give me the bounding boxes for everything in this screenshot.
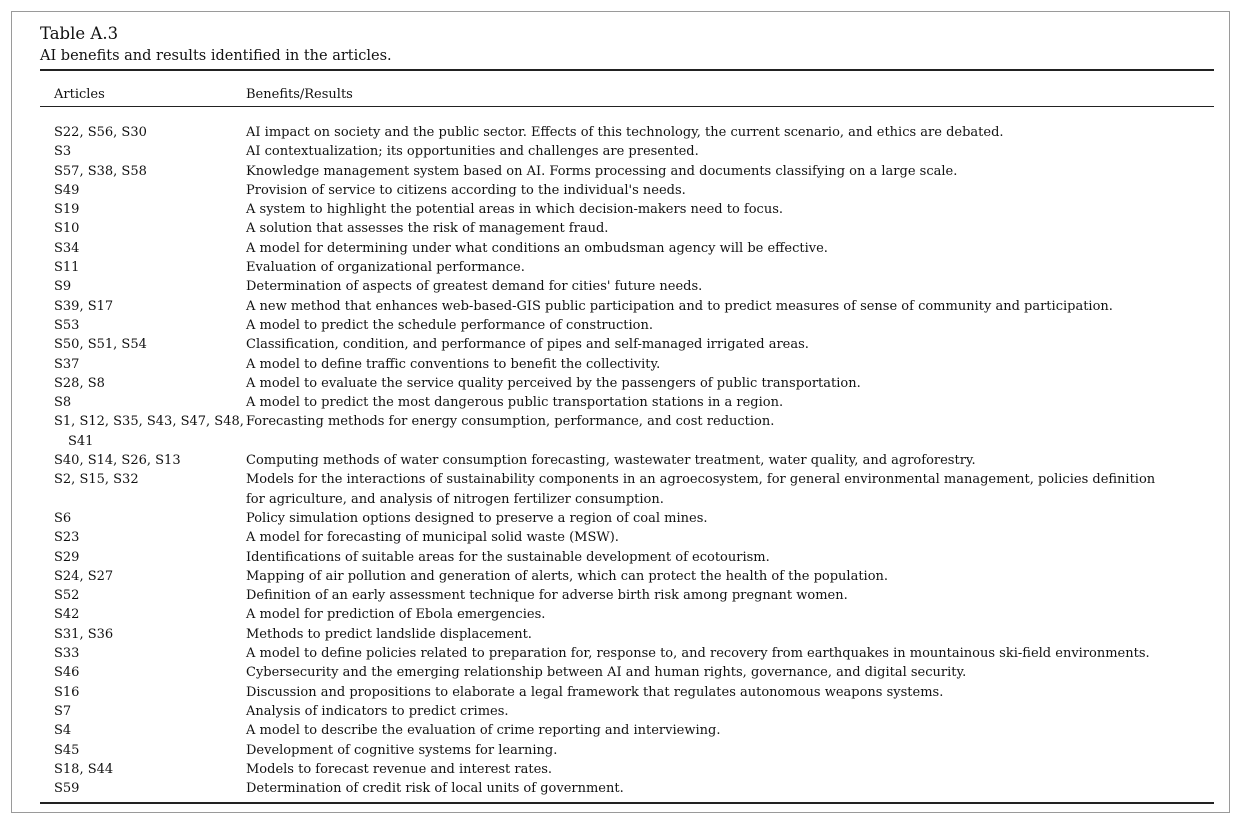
cell-benefits: Methods to predict landslide displacement. <box>246 626 532 642</box>
table-row <box>54 355 1214 374</box>
cell-articles: S28, S8 <box>54 375 105 391</box>
table-row <box>54 702 1214 721</box>
table-header-rule <box>40 106 1214 107</box>
table-row <box>54 528 1214 547</box>
cell-benefits: Models for the interactions of sustainability components in an agroecosystem, for general environmental management, policies definition for agriculture, and analysis of nitrogen fertilizer consumption. <box>246 472 1156 507</box>
cell-benefits: Determination of credit risk of local units of government. <box>246 781 624 797</box>
table-row <box>54 509 1214 528</box>
cell-benefits: A new method that enhances web-based-GIS public participation and to predict measures of sense of community and participation. <box>246 298 1113 314</box>
table-caption-title: Table A.3 <box>40 24 119 43</box>
table-row <box>54 683 1214 702</box>
cell-articles: S22, S56, S30 <box>54 125 147 140</box>
cell-articles: S37 <box>54 356 80 372</box>
cell-benefits: Identifications of suitable areas for the sustainable development of ecotourism. <box>246 549 770 565</box>
table-row <box>54 470 1214 509</box>
cell-benefits: Mapping of air pollution and generation of alerts, which can protect the health of the population. <box>246 568 889 584</box>
cell-articles: S42 <box>54 607 80 623</box>
cell-articles: S49 <box>54 182 80 198</box>
table-row <box>54 779 1214 798</box>
cell-benefits: Knowledge management system based on AI. Forms processing and documents classifying on a large scale. <box>246 163 958 179</box>
table-row <box>54 200 1214 219</box>
cell-benefits: Analysis of indicators to predict crimes. <box>246 703 509 719</box>
table-row <box>54 335 1214 354</box>
table-row <box>54 258 1214 277</box>
cell-benefits: Determination of aspects of greatest demand for cities' future needs. <box>246 279 703 295</box>
cell-articles: S3 <box>54 144 72 160</box>
table-row <box>54 625 1214 644</box>
cell-benefits: A system to highlight the potential areas in which decision-makers need to focus. <box>246 202 783 218</box>
cell-benefits: A solution that assesses the risk of management fraud. <box>246 221 609 237</box>
cell-benefits: Definition of an early assessment technique for adverse birth risk among pregnant women. <box>246 588 848 604</box>
cell-benefits: Cybersecurity and the emerging relationship between AI and human rights, governance, and digital security. <box>246 665 967 681</box>
cell-benefits: A model to describe the evaluation of crime reporting and interviewing. <box>246 723 721 739</box>
cell-articles: S4 <box>54 723 72 739</box>
cell-articles: S24, S27 <box>54 568 114 584</box>
cell-benefits: A model to define policies related to preparation for, response to, and recovery from earthquakes in mountainous ski-field environments. <box>246 646 1150 662</box>
table-row <box>54 297 1214 316</box>
table-row <box>54 605 1214 624</box>
cell-articles: S18, S44 <box>54 761 114 777</box>
table-row <box>54 548 1214 567</box>
table-row <box>54 181 1214 200</box>
cell-benefits: A model for forecasting of municipal solid waste (MSW). <box>246 530 619 546</box>
cell-articles: S9 <box>54 279 72 295</box>
table-caption-subtitle: AI benefits and results identified in the articles. <box>40 48 392 64</box>
cell-benefits: Computing methods of water consumption forecasting, wastewater treatment, water quality, and agroforestry. <box>246 453 976 469</box>
cell-benefits: A model for prediction of Ebola emergencies. <box>246 607 546 623</box>
cell-articles: S29 <box>54 549 80 565</box>
cell-benefits: Development of cognitive systems for learning. <box>246 742 558 758</box>
table-bottom-rule <box>40 802 1214 804</box>
table-top-rule <box>40 69 1214 71</box>
table-row <box>54 412 1214 451</box>
cell-benefits: A model to predict the most dangerous public transportation stations in a region. <box>246 395 784 411</box>
table-row <box>54 663 1214 682</box>
cell-articles: S33 <box>54 646 80 662</box>
cell-benefits: Policy simulation options designed to preserve a region of coal mines. <box>246 510 708 526</box>
cell-articles: S10 <box>54 221 80 237</box>
table-row <box>54 586 1214 605</box>
table-row <box>54 374 1214 393</box>
cell-articles: S57, S38, S58 <box>54 163 147 179</box>
table-row <box>54 277 1214 296</box>
cell-articles: S8 <box>54 395 72 411</box>
cell-articles: S34 <box>54 240 80 256</box>
cell-benefits: A model for determining under what conditions an ombudsman agency will be effective. <box>246 240 828 256</box>
table-row <box>54 219 1214 238</box>
cell-benefits: A model to predict the schedule performance of construction. <box>246 317 653 333</box>
table-row <box>54 239 1214 258</box>
cell-articles: S45 <box>54 742 80 758</box>
column-header-articles: Articles <box>54 87 105 102</box>
cell-articles: S53 <box>54 317 80 333</box>
cell-benefits: AI impact on society and the public sector. Effects of this technology, the current scenario, and ethics are debated. <box>246 125 1004 140</box>
cell-articles: S59 <box>54 781 80 797</box>
table-body <box>54 123 1214 798</box>
cell-articles: S39, S17 <box>54 298 114 314</box>
table-row <box>54 741 1214 760</box>
table-row <box>54 721 1214 740</box>
cell-benefits: Provision of service to citizens according to the individual's needs. <box>246 182 686 198</box>
cell-articles: S6 <box>54 510 72 526</box>
cell-benefits: Classification, condition, and performance of pipes and self-managed irrigated areas. <box>246 337 809 353</box>
cell-articles: S46 <box>54 665 80 681</box>
table-row <box>54 567 1214 586</box>
cell-articles: S23 <box>54 530 80 546</box>
cell-benefits: A model to define traffic conventions to benefit the collectivity. <box>246 356 661 372</box>
cell-articles: S31, S36 <box>54 626 114 642</box>
column-header-benefits: Benefits/Results <box>246 87 353 102</box>
cell-articles: S1, S12, S35, S43, S47, S48, S41 <box>54 414 244 449</box>
cell-articles: S2, S15, S32 <box>54 472 139 488</box>
cell-articles: S40, S14, S26, S13 <box>54 453 181 469</box>
cell-benefits: Discussion and propositions to elaborate a legal framework that regulates autonomous weapons systems. <box>246 684 944 700</box>
table-row <box>54 316 1214 335</box>
table-row <box>54 451 1214 470</box>
cell-benefits: Models to forecast revenue and interest rates. <box>246 761 553 777</box>
cell-benefits: A model to evaluate the service quality perceived by the passengers of public transportation. <box>246 375 861 391</box>
table-row <box>54 760 1214 779</box>
cell-articles: S11 <box>54 260 80 276</box>
cell-benefits: Evaluation of organizational performance. <box>246 260 525 276</box>
table-row <box>54 393 1214 412</box>
cell-articles: S19 <box>54 202 80 218</box>
table-row <box>54 123 1214 142</box>
cell-benefits: Forecasting methods for energy consumption, performance, and cost reduction. <box>246 414 775 430</box>
cell-articles: S50, S51, S54 <box>54 337 147 353</box>
table-row <box>54 644 1214 663</box>
cell-benefits: AI contextualization; its opportunities and challenges are presented. <box>246 144 699 160</box>
table-row <box>54 162 1214 181</box>
cell-articles: S7 <box>54 703 72 719</box>
cell-articles: S16 <box>54 684 80 700</box>
table-row <box>54 142 1214 161</box>
cell-articles: S52 <box>54 588 80 604</box>
